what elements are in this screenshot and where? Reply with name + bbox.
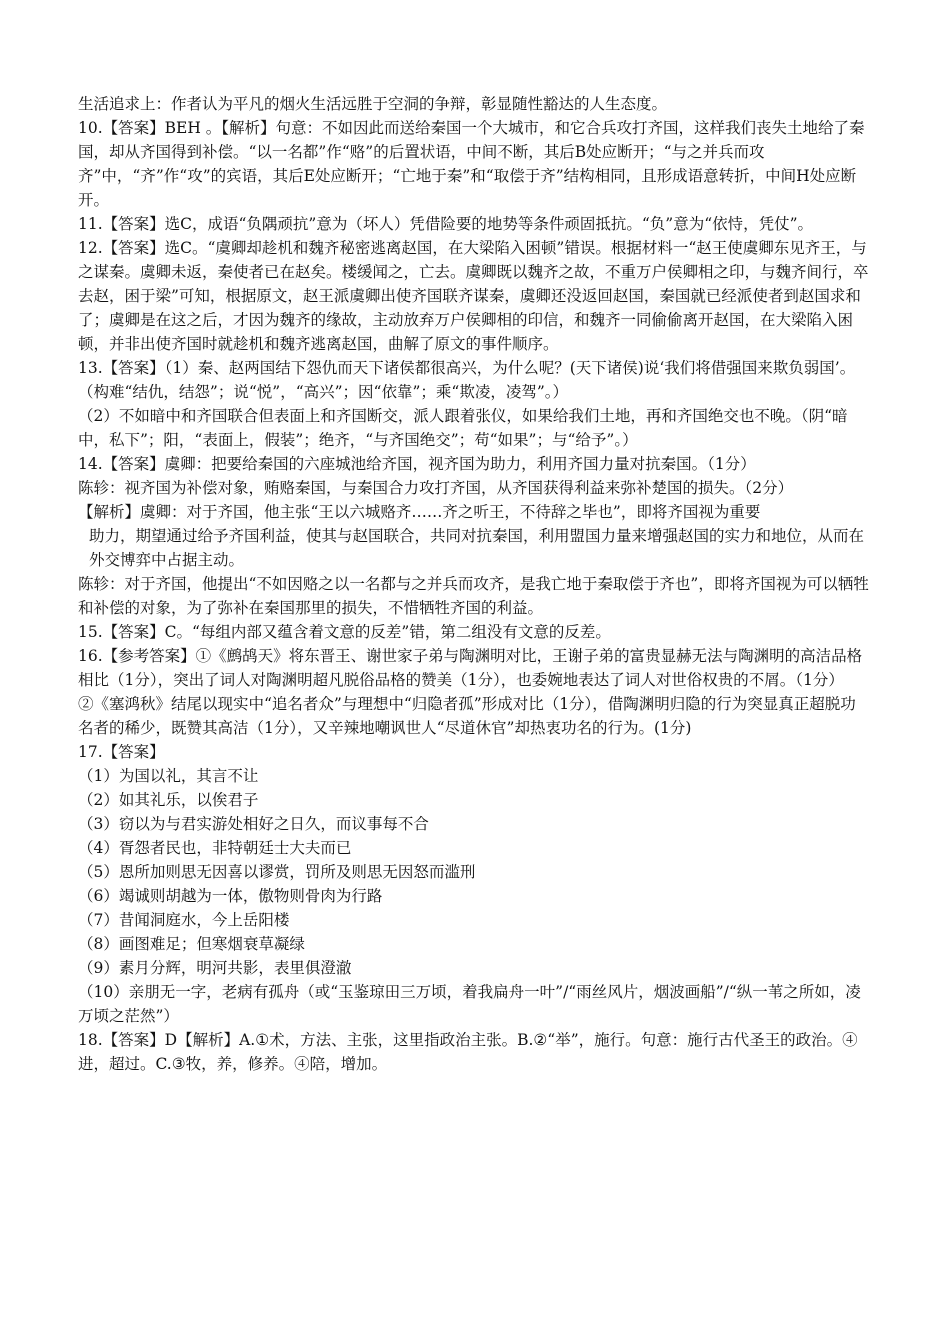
answer-16-part2: ②《塞鸿秋》结尾以现实中“追名者众”与理想中“归隐者孤”形成对比（1分），借陶渊明归隐的行为突显真正超脱功名者的稀少，既赞其高洁（1分），又辛辣地嘲讽世人“尽道休官”却热衷功名的行为。(1分) (78, 695, 856, 737)
answer-17-item: （3）窃以为与君实游处相好之日久，而议事每不合 (78, 815, 429, 833)
answer-17-item: （9）素月分辉，明河共影，表里俱澄澈 (78, 959, 352, 977)
answer-14-yuqing: 14.【答案】虞卿：把要给秦国的六座城池给齐国，视齐国为助力，利用齐国力量对抗秦国。（1分） (78, 455, 756, 473)
answer-17-item: （8）画图难足；但寒烟衰草凝绿 (78, 935, 305, 953)
answer-14-analysis-chenzhen: 陈轸：对于齐国，他提出“不如因赂之以一名都与之并兵而攻齐，是我亡地于秦取偿于齐也”，即将齐国视为可以牺牲和补偿的对象，为了弥补在秦国那里的损失，不惜牺牲齐国的利益。 (78, 575, 869, 617)
answer-9-tail: 生活追求上：作者认为平凡的烟火生活远胜于空洞的争辩，彰显随性豁达的人生态度。 (78, 95, 668, 113)
answer-18: 18.【答案】D【解析】A.①术，方法、主张，这里指政治主张。B.②“举”，施行。句意：施行古代圣王的政治。④进，超过。C.③牧，养，修养。④陪，增加。 (78, 1031, 858, 1073)
answer-17-item: （7）昔闻洞庭水，今上岳阳楼 (78, 911, 290, 929)
answer-13-part1: 13.【答案】（1）秦、赵两国结下怨仇而天下诸侯都很高兴，为什么呢？(天下诸侯)说‘我们将借强国来欺负弱国’。（构难“结仇，结怨”；说“悦”，“高兴”；因“依靠”；乘“欺凌，凌驾”。） (78, 359, 856, 401)
answer-16-part1: 16.【参考答案】①《鹧鸪天》将东晋王、谢世家子弟与陶渊明对比，王谢子弟的富贵显赫无法与陶渊明的高洁品格相比（1分），突出了词人对陶渊明超凡脱俗品格的赞美（1分），也委婉地表达了词人对世俗权贵的不屑。（1分） (78, 647, 863, 689)
answer-17-item: （4）胥怨者民也，非特朝廷士大夫而已 (78, 839, 352, 857)
answer-13-part2: （2）不如暗中和齐国联合但表面上和齐国断交，派人跟着张仪，如果给我们土地，再和齐国绝交也不晚。（阴“暗中，私下”；阳，“表面上，假装”；绝齐，“与齐国绝交”；苟“如果”；与“给予”。） (78, 407, 848, 449)
answer-11: 11.【答案】选C，成语“负隅顽抗”意为（坏人）凭借险要的地势等条件顽固抵抗。“负”意为“依恃，凭仗”。 (78, 215, 814, 233)
answer-17-item: （6）竭诚则胡越为一体，傲物则骨肉为行路 (78, 887, 383, 905)
answer-14-analysis-yuqing: 【解析】虞卿：对于齐国，他主张“王以六城赂齐……齐之听王，不待辞之毕也”，即将齐国视为重要 (78, 503, 761, 521)
answer-15: 15.【答案】C。“每组内部又蕴含着文意的反差”错，第二组没有文意的反差。 (78, 623, 611, 641)
answer-12: 12.【答案】选C。“虞卿却趁机和魏齐秘密逃离赵国，在大梁陷入困顿”错误。根据材料一“赵王使虞卿东见齐王，与之谋秦。虞卿未返，秦使者已在赵矣。楼缓闻之，亡去。虞卿既以魏齐之故，不重万户侯卿相之印，与魏齐间行，卒去赵，困于梁”可知，根据原文，赵王派虞卿出使齐国联齐谋秦，虞卿还没返回赵国，秦国就已经派使者到赵国求和了；虞卿是在这之后，才因为魏齐的缘故，主动放弃万户侯卿相的印信，和魏齐一同偷偷离开赵国，在大梁陷入困顿，并非出使齐国时就趁机和魏齐逃离赵国，曲解了原文的事件顺序。 (78, 239, 869, 353)
answer-document (78, 92, 870, 1076)
answer-17-item: （5）恩所加则思无因喜以谬赏，罚所及则思无因怒而滥刑 (78, 863, 476, 881)
answer-17-item: （2）如其礼乐，以俟君子 (78, 791, 259, 809)
answer-17-item: （1）为国以礼，其言不让 (78, 767, 259, 785)
answer-17-item: （10）亲朋无一字，老病有孤舟（或“玉鉴琼田三万顷，着我扁舟一叶”/“雨丝风片，烟波画船”/“纵一苇之所如，凌万顷之茫然”） (78, 983, 861, 1025)
answer-17-heading: 17.【答案】 (78, 743, 165, 761)
answer-14-analysis-yuqing-cont: 助力，期望通过给予齐国利益，使其与赵国联合，共同对抗秦国，利用盟国力量来增强赵国的实力和地位，从而在外交博弈中占据主动。 (89, 527, 865, 569)
answer-10: 10.【答案】BEH 。【解析】句意：不如因此而送给秦国一个大城市，和它合兵攻打齐国，这样我们丧失土地给了秦国，却从齐国得到补偿。“以一名都”作“赂”的后置状语，中间不断，其后B处应断开；“与之并兵而攻齐”中，“齐”作“攻”的宾语，其后E处应断开；“亡地于秦”和“取偿于齐”结构相同，且形成语意转折，中间H处应断开。 (78, 119, 865, 209)
answer-14-chenzhen: 陈轸：视齐国为补偿对象，贿赂秦国，与秦国合力攻打齐国，从齐国获得利益来弥补楚国的损失。（2分） (78, 479, 794, 497)
